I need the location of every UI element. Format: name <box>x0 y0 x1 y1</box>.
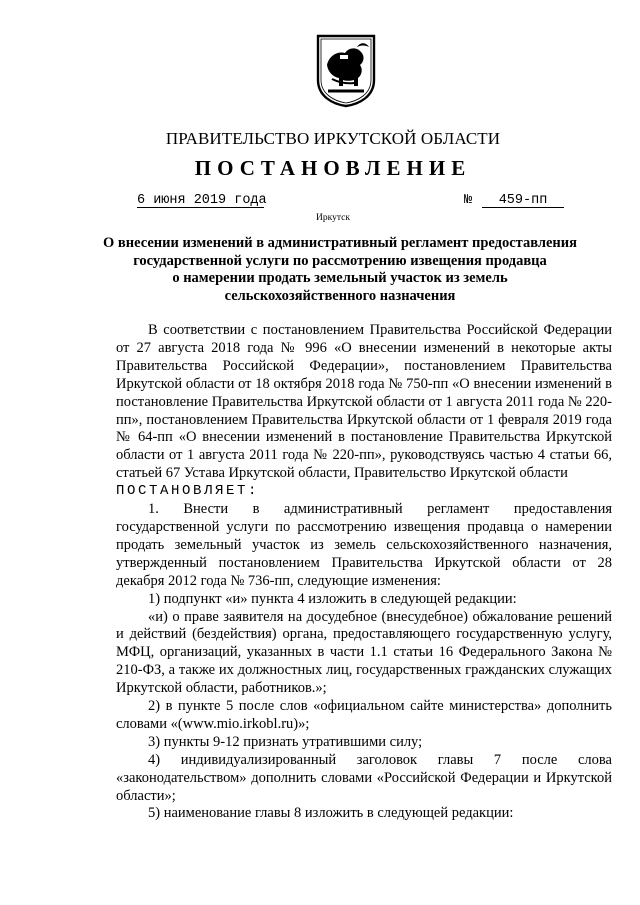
body-paragraph: «и) о праве заявителя на досудебное (внесудебное) обжалование решений и действий (бездействия) органа, предоставляющего государственную услугу, МФЦ, организаций, указанных в части 1.1 статьи 16 Федерального Закона № 210-ФЗ, а также их должностных лиц, государственных гражданских служащих Иркутской области, работников.»; <box>116 608 612 697</box>
title-line: о намерении продать земельный участок из земель <box>172 270 508 286</box>
resolves-heading: ПОСТАНОВЛЯЕТ: <box>116 483 260 500</box>
government-name: ПРАВИТЕЛЬСТВО ИРКУТСКОЙ ОБЛАСТИ <box>165 129 501 148</box>
number-underline <box>482 207 564 208</box>
city-name: Иркутск <box>316 213 350 223</box>
body-paragraph: 1) подпункт «и» пункта 4 изложить в следующей редакции: <box>148 590 517 607</box>
document-type: ПОСТАНОВЛЕНИЕ <box>194 156 472 180</box>
preamble-paragraph: В соответствии с постановлением Правительства Российской Федерации от 27 августа 2018 года № 996 «О внесении изменений в некоторые акты Правительства Российской Федерации», постановлением Правительства Иркутской области от 18 октября 2018 года № 750-пп «О внесении изменений в постановление Правительства Иркутской области от 1 августа 2011 года № 220-пп», постановлением Правительства Иркутской области от 1 февраля 2019 года № 64-пп «О внесении изменений в постановление Правительства Иркутской области от 1 августа 2011 года № 220-пп», руководствуясь частью 4 статьи 66, статьей 67 Устава Иркутской области, Правительство Иркутской области <box>116 322 612 482</box>
decree-number: 459-пп <box>498 193 548 208</box>
decree-title <box>100 235 580 305</box>
title-line: сельскохозяйственного назначения <box>224 287 456 304</box>
body-paragraph: 1. Внести в административный регламент предоставления государственной услуги по рассмотрению извещения продавца о намерении продать земельный участок из земель сельскохозяйственного назначения, утвержденный постановлением Правительства Иркутской области от 28 декабря 2012 года № 736-пп, следующие изменения: <box>116 501 612 589</box>
body-paragraph: 4) индивидуализированный заголовок главы 7 после слова «законодательством» дополнить словами «Российской Федерации и Иркутской области»; <box>116 751 612 804</box>
body-paragraph: 5) наименование главы 8 изложить в следующей редакции: <box>148 805 514 822</box>
title-line: О внесении изменений в административный регламент предоставления <box>103 235 577 251</box>
body-paragraph: 2) в пункте 5 после слов «официальном сайте министерства» дополнить словами «(www.mio.irkobl.ru)»; <box>116 698 612 732</box>
decree-date: 6 июня 2019 года <box>137 193 267 208</box>
coat-of-arms-emblem <box>316 34 376 108</box>
date-underline <box>137 207 264 208</box>
document-body <box>116 322 612 823</box>
number-label: № <box>464 193 473 208</box>
body-paragraph: 3) пункты 9-12 признать утратившими силу; <box>148 733 423 750</box>
title-line: государственной услуги по рассмотрению извещения продавца <box>133 252 547 269</box>
